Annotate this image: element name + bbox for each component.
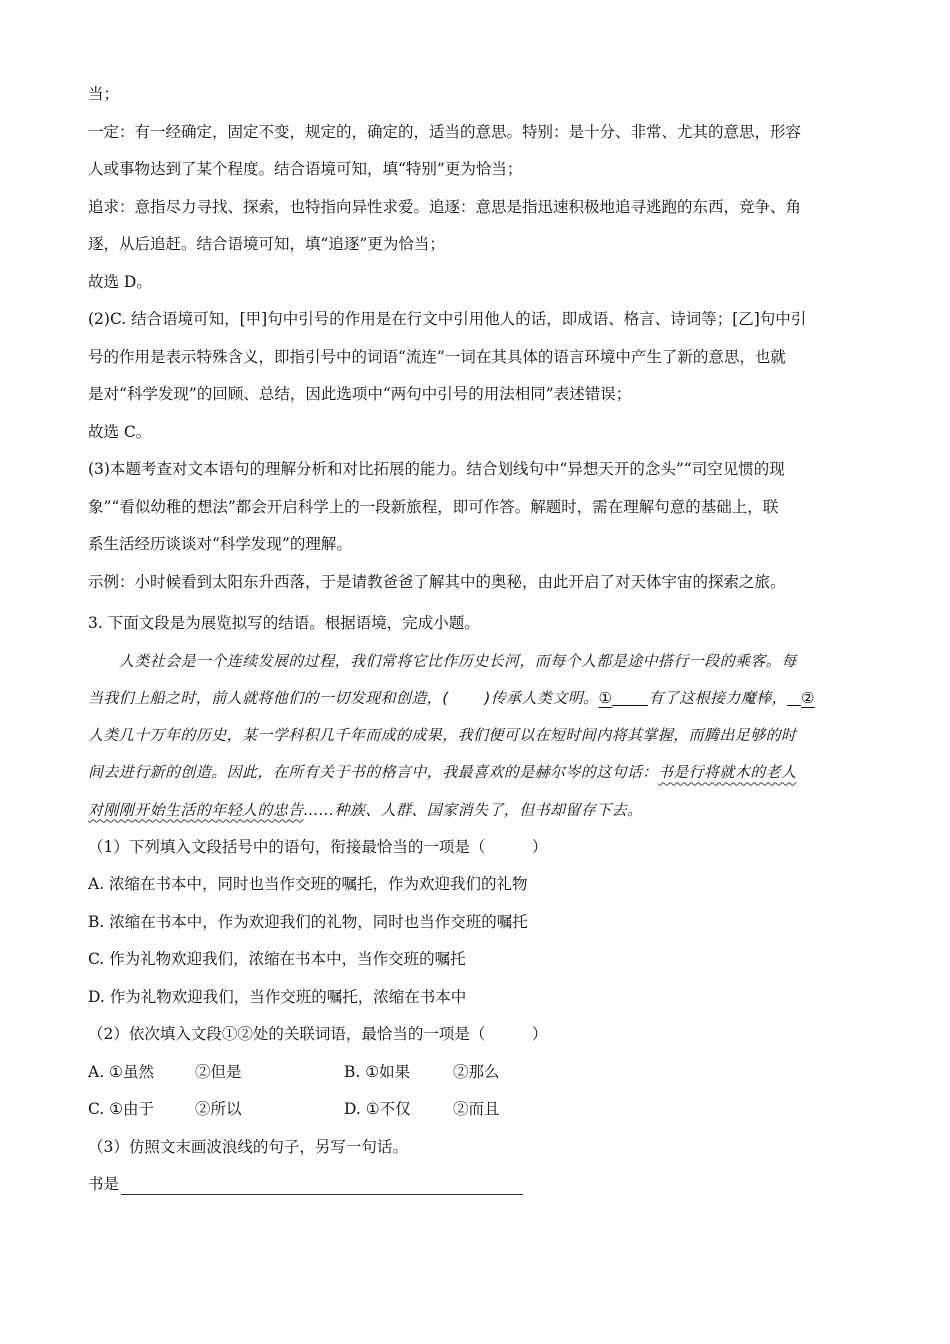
sub2-option-d[interactable]: D. ①不仅 [344, 1100, 411, 1119]
solution-line: 号的作用是表示特殊含义，即指引号中的词语“流连”一词在其具体的语言环境中产生了新的意思，也就 [88, 347, 786, 366]
question-3-title: 3. 下面文段是为展览拟写的结语。根据语境，完成小题。 [88, 614, 480, 632]
sub2-options-row-2 [88, 1091, 868, 1129]
document-page [88, 76, 868, 1204]
passage-text: 间去进行新的创造。因此，在所有关于书的格言中，我最喜欢的是赫尔岑的这句话： [88, 763, 658, 782]
sub2-option-d-second: ②而且 [453, 1100, 500, 1119]
wavy-underlined-sentence: 书是行将就木的老人 [657, 763, 797, 782]
sub2-option-a[interactable]: A. ①虽然 [88, 1062, 154, 1081]
bracket-blank[interactable] [448, 680, 484, 717]
solution-line: 一定：有一经确定，固定不变，规定的，确定的，适当的意思。特别：是十分、非常、尤其的意思，形容 [88, 122, 802, 141]
passage-line [88, 754, 868, 791]
blank-1-line[interactable] [612, 689, 648, 706]
solution-line: 系生活经历谈谈对“科学发现”的理解。 [88, 535, 352, 553]
sub1-option-d[interactable]: D. 作为礼物欢迎我们，当作交班的嘱托，浓缩在书本中 [88, 987, 467, 1006]
sub1-option-a[interactable]: A. 浓缩在书本中，同时也当作交班的嘱托，作为欢迎我们的礼物 [88, 875, 528, 894]
sub2-option-c-second: ②所以 [195, 1100, 242, 1119]
question-3-passage [88, 643, 868, 829]
sub2-option-c[interactable]: C. ①由于 [88, 1100, 155, 1119]
passage-text: 当我们上船之时，前人就将他们的一切发现和创造，( [88, 688, 449, 707]
blank-2-line[interactable] [787, 689, 801, 706]
passage-text: 有了这根接力魔棒， [648, 688, 787, 707]
answer-input-line[interactable] [121, 1174, 523, 1195]
solution-line: 逐，从后追赶。结合语境可知，填“追逐”更为恰当； [88, 235, 445, 253]
passage-line [88, 680, 868, 717]
solution-line: 象”“看似幼稚的想法”都会开启科学上的一段新旅程，即可作答。解题时，需在理解句意的基础上，联 [88, 497, 779, 516]
solution-line: 当； [88, 85, 120, 103]
sub2-options-row-1 [88, 1054, 868, 1092]
solution-line: 人或事物达到了某个程度。结合语境可知，填“特别”更为恰当； [88, 160, 523, 178]
sub2-option-b[interactable]: B. ①如果 [344, 1062, 411, 1081]
sub2-option-a-second: ②但是 [195, 1062, 242, 1081]
solution-line: 故选 D。 [88, 272, 152, 291]
sub1-option-b[interactable]: B. 浓缩在书本中，作为欢迎我们的礼物，同时也当作交班的嘱托 [88, 912, 528, 931]
solution-line: (2)C. 结合语境可知，[甲]句中引号的作用是在行文中引用他人的话，即成语、格言、诗词等；[乙]句中引 [88, 310, 807, 328]
sub1-option-c[interactable]: C. 作为礼物欢迎我们，浓缩在书本中，当作交班的嘱托 [88, 950, 466, 969]
solution-line: (3)本题考查对文本语句的理解分析和对比拓展的能力。结合划线句中“异想天开的念头”“司空见惯的现 [88, 460, 785, 478]
answer-prefix: 书是 [88, 1175, 120, 1194]
blank-1-marker: ① [598, 688, 613, 707]
solution-line: 示例：小时候看到太阳东升西落，于是请教爸爸了解其中的奥秘，由此开启了对天体宇宙的探索之旅。 [88, 572, 786, 591]
blank-2-marker: ② [801, 688, 815, 707]
sub-question-2-prompt: （2）依次填入文段①②处的关联词语，最恰当的一项是（ ） [88, 1025, 548, 1044]
passage-text: ……种族、人群、国家消失了，但书却留存下去。 [303, 800, 643, 819]
solution-line: 追求：意指尽力寻找、探索，也特指向异性求爱。追逐：意思是指迅速积极地追寻逃跑的东西，竞争、角 [88, 197, 802, 216]
wavy-underlined-sentence: 对刚刚开始生活的年轻人的忠告 [88, 800, 304, 819]
sub2-option-b-second: ②那么 [453, 1062, 500, 1081]
sub-question-1-prompt: （1）下列填入文段括号中的语句，衔接最恰当的一项是（ ） [88, 837, 548, 856]
solution-line: 故选 C。 [88, 422, 152, 441]
solution-line: 是对“科学发现”的回顾、总结，因此选项中“两句中引号的用法相同”表述错误； [88, 385, 632, 403]
solution-block [88, 76, 868, 601]
sub-question-3-prompt: （3）仿照文末画波浪线的句子，另写一句话。 [88, 1137, 408, 1156]
passage-line: 人类社会是一个连续发展的过程，我们常将它比作历史长河，而每个人都是途中搭行一段的乘客。每 [119, 651, 797, 670]
sub3-answer-row [88, 1166, 868, 1204]
passage-text: )传承人类文明。 [484, 688, 599, 707]
passage-line [88, 792, 868, 829]
passage-line: 人类几十万年的历史，某一学科积几千年而成的成果，我们便可以在短时间内将其掌握，而腾出足够的时 [88, 726, 797, 745]
